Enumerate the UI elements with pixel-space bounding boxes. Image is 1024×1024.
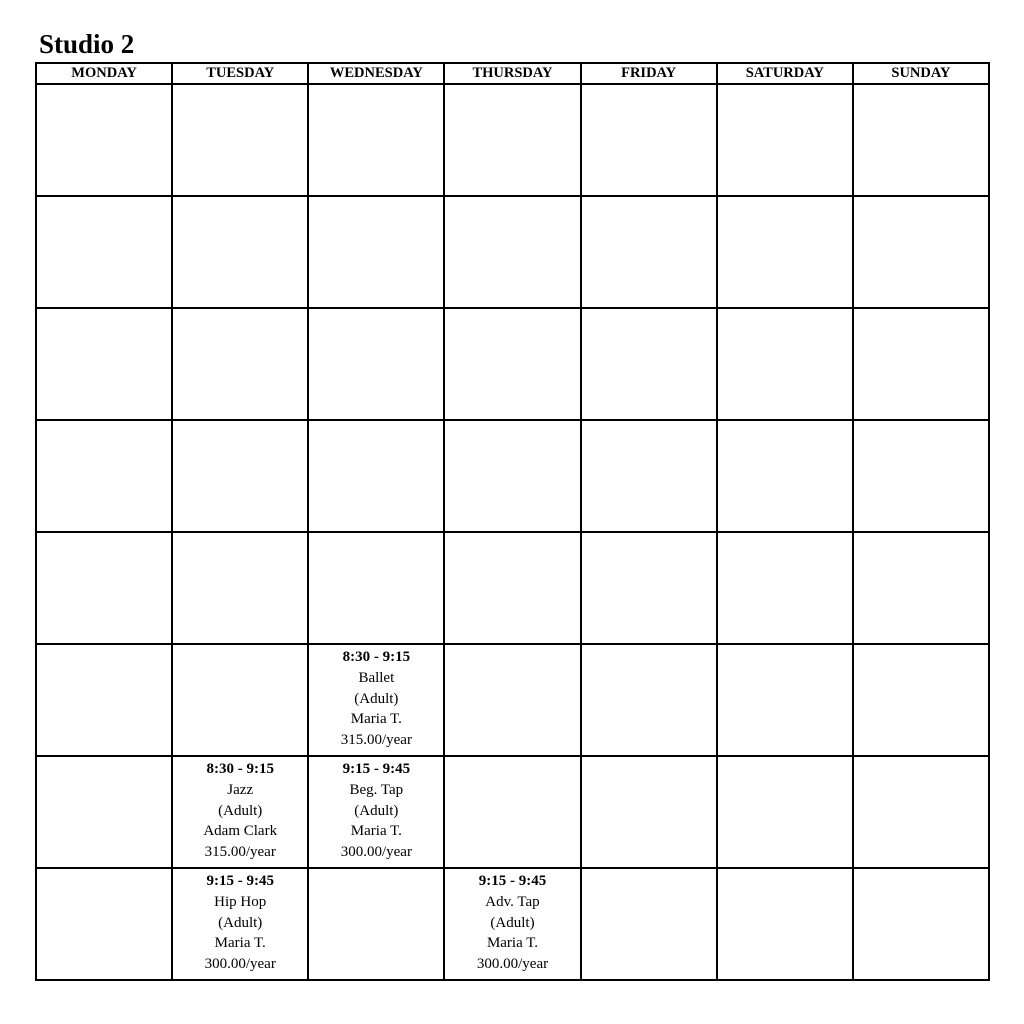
schedule-cell-saturday bbox=[717, 756, 853, 868]
schedule-cell-friday bbox=[581, 532, 717, 644]
class-entry bbox=[309, 645, 443, 751]
class-teacher: Maria T. bbox=[214, 935, 266, 952]
schedule-cell-tuesday bbox=[172, 308, 308, 420]
class-time: 9:15 - 9:45 bbox=[478, 873, 547, 889]
day-header-friday: FRIDAY bbox=[581, 63, 717, 84]
schedule-cell-wednesday bbox=[308, 868, 444, 980]
class-time: 8:30 - 9:15 bbox=[206, 761, 274, 777]
schedule-row bbox=[36, 308, 989, 420]
schedule-cell-tuesday bbox=[172, 644, 308, 756]
class-name: Beg. Tap bbox=[349, 781, 404, 798]
day-header-thursday: THURSDAY bbox=[444, 63, 580, 84]
class-teacher: Maria T. bbox=[350, 711, 402, 728]
schedule-cell-wednesday bbox=[308, 196, 444, 308]
schedule-cell-monday bbox=[36, 868, 172, 980]
page-title: Studio 2 bbox=[39, 29, 135, 59]
class-level: (Adult) bbox=[354, 690, 399, 707]
class-level: (Adult) bbox=[354, 802, 399, 819]
schedule-cell-wednesday bbox=[308, 420, 444, 532]
day-header-saturday: SATURDAY bbox=[717, 63, 853, 84]
class-teacher: Maria T. bbox=[350, 823, 402, 840]
schedule-cell-wednesday bbox=[308, 532, 444, 644]
schedule-cell-tuesday bbox=[172, 532, 308, 644]
schedule-cell-friday bbox=[581, 868, 717, 980]
schedule-row bbox=[36, 868, 989, 980]
class-time: 9:15 - 9:45 bbox=[342, 761, 411, 777]
schedule-cell-wednesday bbox=[308, 756, 444, 868]
schedule-cell-tuesday bbox=[172, 84, 308, 196]
schedule-cell-monday bbox=[36, 84, 172, 196]
schedule-cell-friday bbox=[581, 756, 717, 868]
schedule-cell-monday bbox=[36, 196, 172, 308]
class-level: (Adult) bbox=[490, 914, 535, 931]
schedule-cell-saturday bbox=[717, 868, 853, 980]
schedule-cell-saturday bbox=[717, 644, 853, 756]
schedule-row bbox=[36, 84, 989, 196]
schedule-cell-monday bbox=[36, 644, 172, 756]
schedule-row bbox=[36, 532, 989, 644]
schedule-cell-monday bbox=[36, 308, 172, 420]
schedule-cell-saturday bbox=[717, 196, 853, 308]
day-header-monday: MONDAY bbox=[36, 63, 172, 84]
schedule-cell-thursday bbox=[444, 196, 580, 308]
schedule-grid bbox=[35, 62, 990, 981]
schedule-cell-saturday bbox=[717, 532, 853, 644]
schedule-cell-thursday bbox=[444, 868, 580, 980]
schedule-cell-friday bbox=[581, 84, 717, 196]
class-name: Adv. Tap bbox=[485, 893, 540, 910]
schedule-row bbox=[36, 756, 989, 868]
schedule-cell-monday bbox=[36, 532, 172, 644]
class-entry bbox=[173, 869, 307, 975]
class-price: 300.00/year bbox=[476, 956, 549, 973]
class-entry bbox=[445, 869, 579, 975]
schedule-cell-sunday bbox=[853, 644, 989, 756]
class-teacher: Adam Clark bbox=[203, 823, 278, 840]
class-level: (Adult) bbox=[218, 802, 263, 819]
class-time: 8:30 - 9:15 bbox=[342, 649, 411, 665]
class-name: Ballet bbox=[358, 669, 395, 686]
class-entry bbox=[173, 757, 307, 863]
class-level: (Adult) bbox=[218, 914, 263, 931]
schedule-body bbox=[36, 84, 989, 980]
schedule-cell-thursday bbox=[444, 420, 580, 532]
schedule-cell-wednesday bbox=[308, 84, 444, 196]
schedule-row bbox=[36, 420, 989, 532]
schedule-cell-friday bbox=[581, 644, 717, 756]
schedule-cell-thursday bbox=[444, 308, 580, 420]
day-header-sunday: SUNDAY bbox=[853, 63, 989, 84]
schedule-cell-friday bbox=[581, 196, 717, 308]
day-header-wednesday: WEDNESDAY bbox=[308, 63, 444, 84]
schedule-cell-monday bbox=[36, 420, 172, 532]
schedule-cell-wednesday bbox=[308, 308, 444, 420]
day-header-tuesday: TUESDAY bbox=[172, 63, 308, 84]
schedule-cell-thursday bbox=[444, 756, 580, 868]
schedule-cell-tuesday bbox=[172, 868, 308, 980]
class-price: 300.00/year bbox=[340, 844, 412, 861]
schedule-row bbox=[36, 644, 989, 756]
class-name: Jazz bbox=[227, 781, 254, 798]
schedule-cell-friday bbox=[581, 308, 717, 420]
schedule-cell-saturday bbox=[717, 308, 853, 420]
schedule-cell-sunday bbox=[853, 868, 989, 980]
schedule-cell-sunday bbox=[853, 756, 989, 868]
schedule-cell-sunday bbox=[853, 308, 989, 420]
schedule-cell-sunday bbox=[853, 84, 989, 196]
schedule-row bbox=[36, 196, 989, 308]
class-price: 315.00/year bbox=[204, 844, 276, 861]
class-teacher: Maria T. bbox=[486, 935, 539, 952]
schedule-cell-thursday bbox=[444, 644, 580, 756]
schedule-cell-friday bbox=[581, 420, 717, 532]
class-name: Hip Hop bbox=[214, 893, 267, 910]
schedule-cell-saturday bbox=[717, 420, 853, 532]
schedule-cell-sunday bbox=[853, 532, 989, 644]
schedule-cell-tuesday bbox=[172, 756, 308, 868]
schedule-cell-tuesday bbox=[172, 196, 308, 308]
schedule-cell-wednesday bbox=[308, 644, 444, 756]
schedule-cell-sunday bbox=[853, 196, 989, 308]
class-price: 300.00/year bbox=[204, 956, 276, 973]
class-entry bbox=[309, 757, 443, 863]
class-time: 9:15 - 9:45 bbox=[206, 873, 274, 889]
schedule-cell-sunday bbox=[853, 420, 989, 532]
schedule-cell-monday bbox=[36, 756, 172, 868]
class-price: 315.00/year bbox=[340, 732, 412, 749]
schedule-cell-thursday bbox=[444, 532, 580, 644]
schedule-cell-thursday bbox=[444, 84, 580, 196]
schedule-cell-saturday bbox=[717, 84, 853, 196]
schedule-cell-tuesday bbox=[172, 420, 308, 532]
day-header-row bbox=[36, 63, 989, 84]
